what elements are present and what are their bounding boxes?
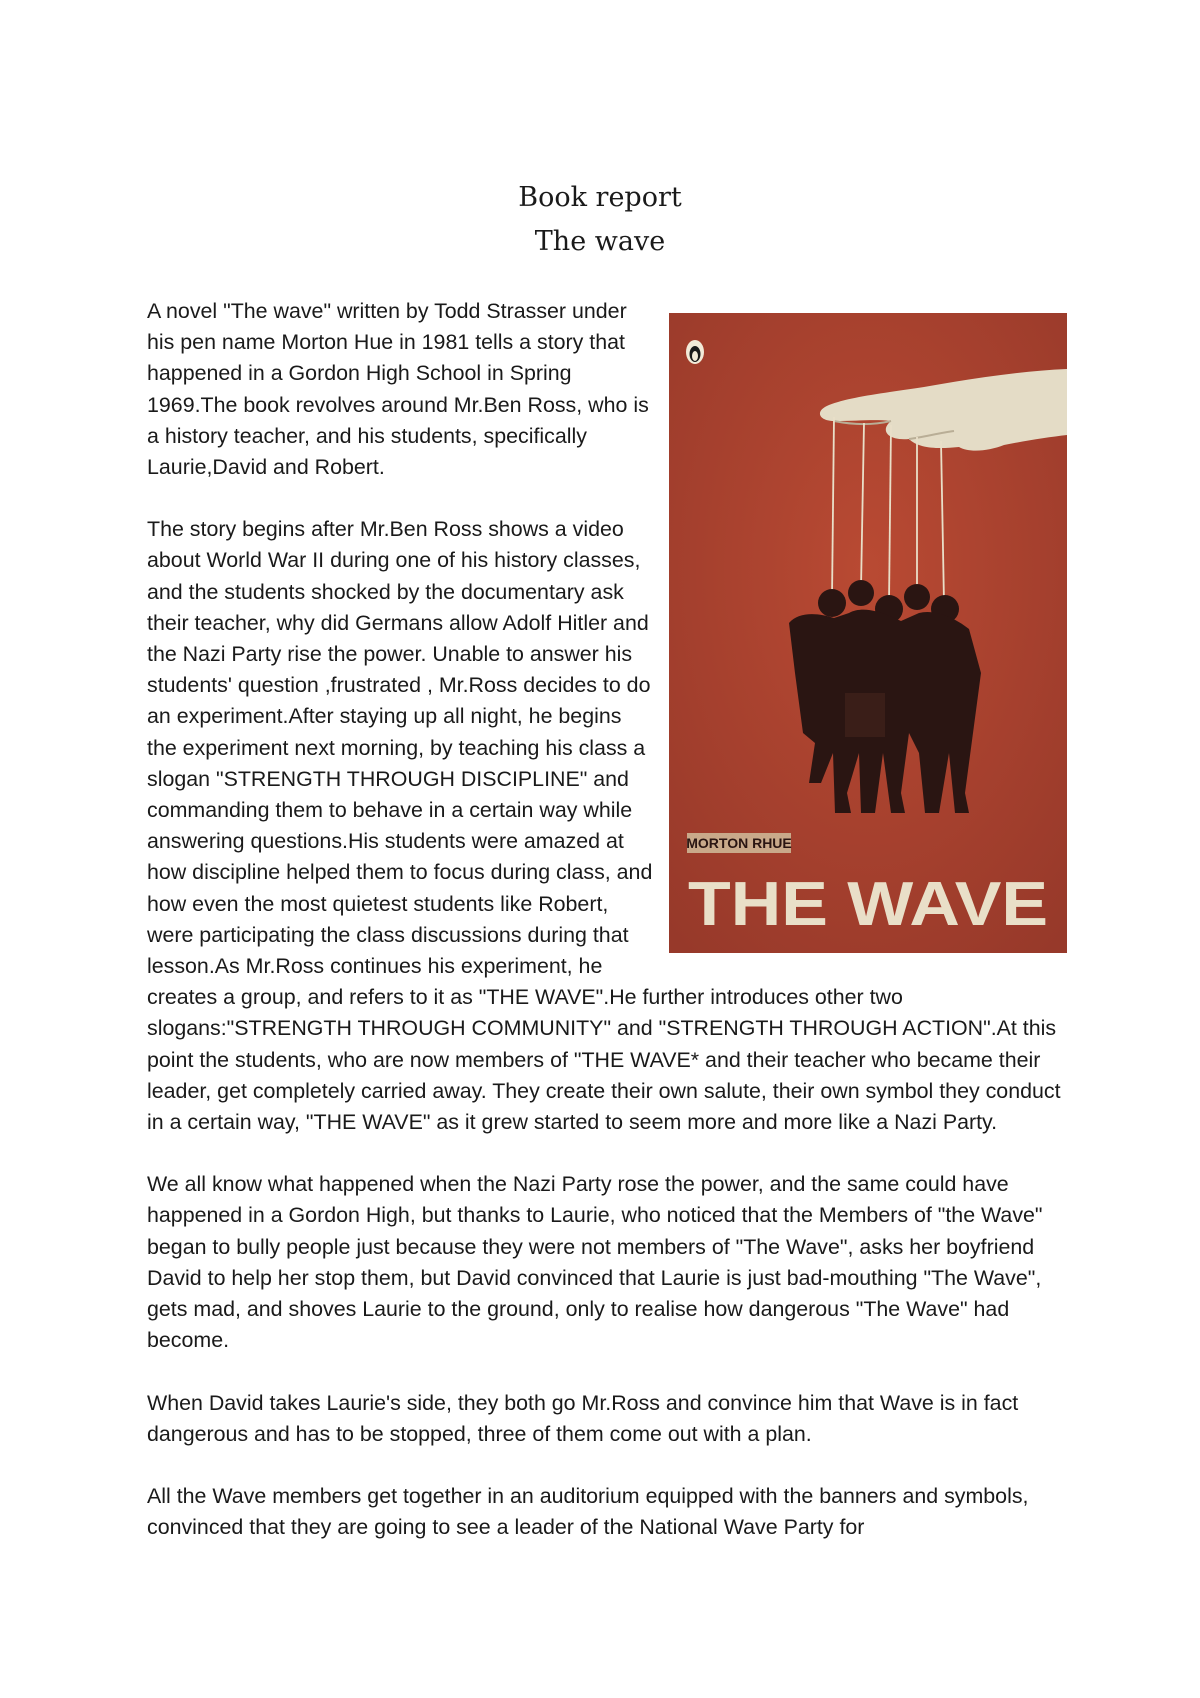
author-band <box>686 833 792 853</box>
report-body <box>147 296 1067 1574</box>
paragraph-plan: When David takes Laurie's side, they both go Mr.Ross and convince him that Wave is in fact dangerous and has to be stopped, three of them come out with a plan. <box>147 1390 1019 1446</box>
paragraph-laurie: We all know what happened when the Nazi Party rose the power, and the same could have happened in a Gordon High, but thanks to Laurie, who noticed that the Members of "the Wave" began to bully people just because they were not members of "The Wave", asks her boyfriend David to help her stop them, but David convinced that Laurie is just bad-mouthing "The Wave", gets mad, and shoves Laurie to the ground, only to realise how dangerous "The Wave" had become. <box>147 1172 1043 1353</box>
book-cover-svg <box>669 313 1067 953</box>
book-cover-image <box>669 313 1067 953</box>
paragraph-story: The story begins after Mr.Ben Ross shows a video about World War II during one of his history classes, and the students shocked by the documentary ask their teacher, why did Germans allow Adolf Hitler and the Nazi Party rise the power. Unable to answer his students' question ,frustrated , Mr.Ross decides to do an experiment.After staying up all night, he begins the experiment next morning, by teaching his class a slogan "STRENGTH THROUGH DISCIPLINE" and commanding them to behave in a certain way while answering questions.His students were amazed at how discipline helped them to focus during class, and how even the most quietest students like Robert, were participating the class discussions during that lesson.As Mr.Ross continues his experiment, he creates a group, and refers to it as "THE WAVE".He further introduces other two slogans:"STRENGTH THROUGH COMMUNITY" and "STRENGTH THROUGH ACTION".At this point the students, who are now members of "THE WAVE* and their teacher who became their leader, get completely carried away. They create their own salute, their own symbol they conduct in a certain way, "THE WAVE" as it grew started to seem more and more like a Nazi Party. <box>147 517 1061 1135</box>
cover-author: MORTON RHUE <box>686 835 792 851</box>
report-title: Book report <box>518 182 682 213</box>
paragraph-auditorium: All the Wave members get together in an auditorium equipped with the banners and symbols, convinced that they are going to see a leader of the National Wave Party for <box>147 1483 1029 1540</box>
report-subtitle: The wave <box>534 226 666 257</box>
publisher-logo-icon <box>686 340 704 364</box>
paragraph-intro: A novel "The wave" written by Todd Strasser under his pen name Morton Hue in 1981 tells a story that happened in a Gordon High School in Spring 1969.The book revolves around Mr.Ben Ross, who is a history teacher, and his students, specifically Laurie,David and Robert. <box>147 299 649 480</box>
cover-title: THE WAVE <box>688 870 1048 939</box>
